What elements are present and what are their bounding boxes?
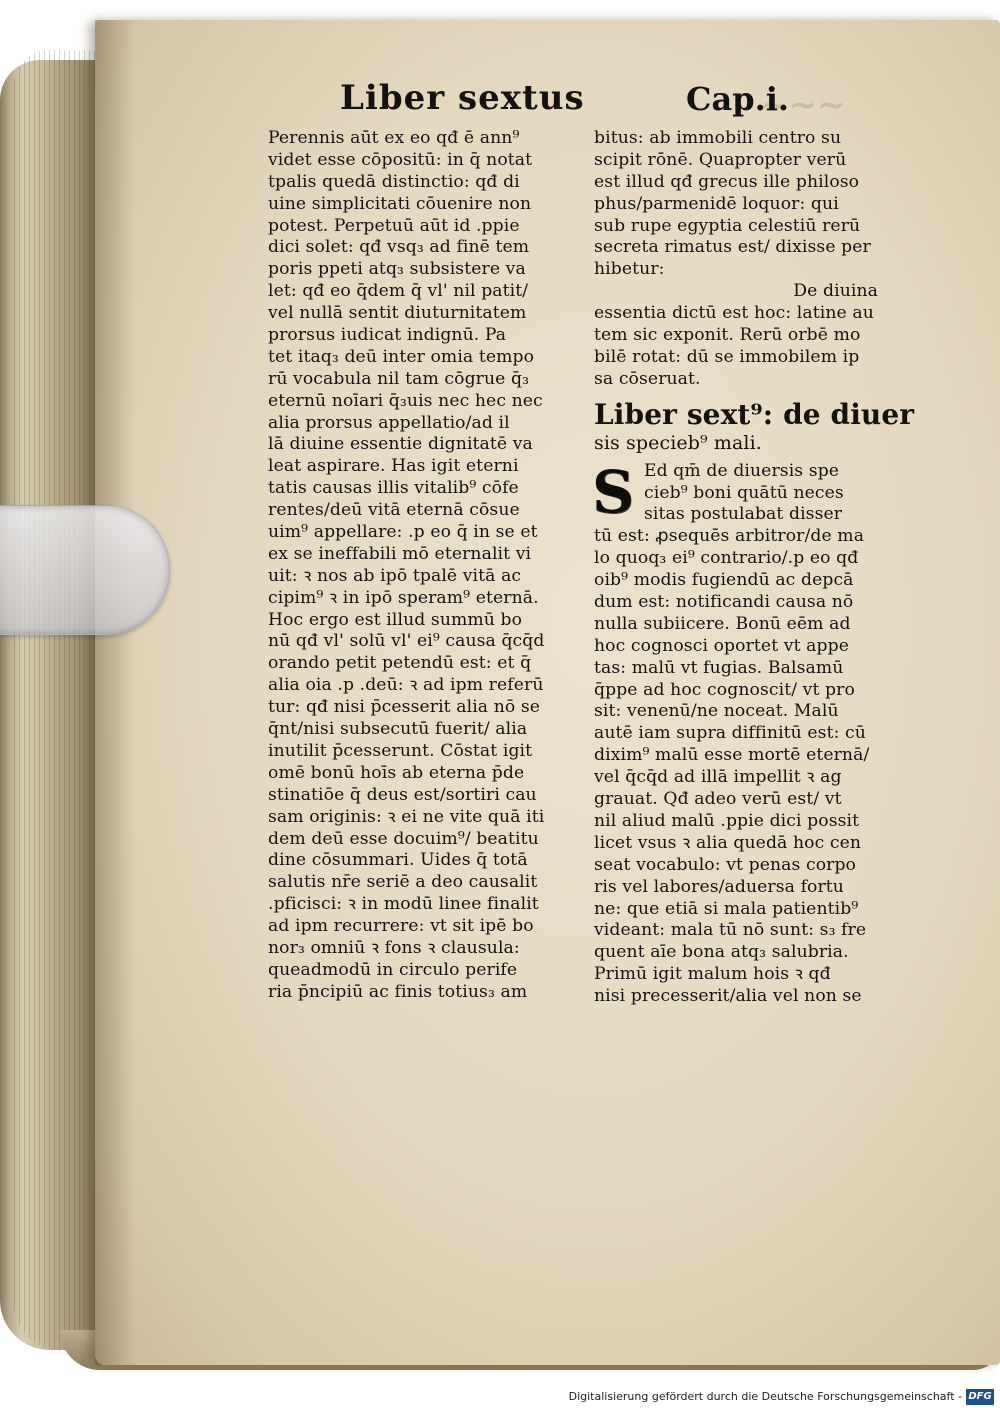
text-line: seat vocabulo: vt penas corpo [594,854,857,875]
text-line: Perennis aūt ex eo qđ ē ann⁹ [268,128,520,148]
text-line: Ed qm̄ de diuersis spe [644,460,840,481]
footer-bar [0,1386,1000,1411]
chapter-subheading: Liber sext⁹: de diuer [594,397,915,431]
text-line: inutilit p̄cesserunt. Cōstat igit [268,740,533,761]
text-line: .pficisci: ꝛ in modū linee finalit [268,894,539,915]
text-line: essentia dictū est hoc: latine au [594,303,874,324]
dfg-logo: DFG [966,1389,994,1405]
text-line: rū vocabula nil tam cōgrue q̄₃ [268,368,530,389]
text-line: ris vel labores/aduersa fortu [594,876,844,897]
text-line: sit: venenū/ne noceat. Malū [594,701,839,722]
text-line: orando petit petendū est: et q̄ [268,653,532,674]
text-line: autē iam supra diffinitū est: cū [594,723,866,744]
text-line: lā diuine essentie dignitatē va [268,434,533,455]
text-line: oib⁹ modis fugiendū ac depcā [594,570,854,591]
text-line: Hoc ergo est illud summū bo [268,609,523,630]
text-line: ria p̄ncipiū ac finis totius₃ am [268,981,528,1002]
running-head-right: Cap.i. [686,80,790,118]
bleed-through-mark: ~~~ [760,85,846,125]
text-line: omē bonū hoīs ab eterna p̄de [268,762,525,783]
running-head-left: Liber sextus [340,78,585,118]
text-line: prorsus iudicat indignū. Pa [268,325,507,346]
text-line: tur: qđ nisi p̄cesserit alia nō se [268,697,541,718]
chapter-subheading-continued: sis specieb⁹ mali. [594,431,762,454]
text-column-left [268,128,573,1004]
text-line: ex se ineffabili mō eternalit vi [268,543,532,564]
text-line: uim⁹ appellare: .p eo q̄ in se et [268,522,538,543]
text-line: tpalis quedā distinctio: qđ di [268,171,520,192]
funding-credit: Digitalisierung gefördert durch die Deutsche Forschungsgemeinschaft - [568,1390,962,1403]
text-line: dem deū esse docuim⁹/ beatitu [268,828,539,849]
text-line: bilē rotat: dū se immobilem ip [594,346,860,367]
text-line: tatis causas illis vitalib⁹ cōfe [268,478,519,499]
text-line: salutis nr̄e seriē a deo causalit [268,872,538,893]
text-line: ad ipm recurrere: vt sit ipē bo [268,916,534,937]
text-line: sa cōseruat. [594,368,701,389]
text-line: tet itaq₃ deū inter omia tempo [268,346,535,367]
text-line: dici solet: qđ vsq₃ ad finē tem [268,237,530,258]
text-line: Primū igit malum hois ꝛ qđ [594,964,831,985]
text-line: dum est: notificandi causa nō [594,592,854,613]
text-line: lo quoq₃ ei⁹ contrario/.p eo qđ [594,548,859,569]
text-line: sam originis: ꝛ ei ne vite quā iti [268,806,545,827]
text-line: alia prorsus appellatio/ad il [268,412,510,433]
text-line: eternū noīari q̄₃uis nec hec nec [268,390,543,411]
text-line: nū qđ vl' solū vl' ei⁹ causa q̄cq̄d [268,631,545,652]
text-line: dixim⁹ malū esse mortē eternā/ [594,745,870,766]
text-line: videt esse cōpositū: in q̄ notat [268,149,533,170]
text-line: q̄ppe ad hoc cognoscit/ vt pro [594,679,855,700]
plastic-page-clip [0,505,170,635]
text-line: secreta rimatus est/ dixisse per [594,237,871,258]
text-line: nulla subiicere. Bonū eēm ad [594,613,851,634]
text-line: potest. Perpetuū aūt id .ppie [268,215,520,236]
text-line: queadmodū in circulo perife [268,959,518,980]
text-line: scipit rōnē. Quapropter verū [594,149,847,170]
text-line: cieb⁹ boni quātū neces [644,482,844,503]
text-line: vel q̄cq̄d ad illā impellit ꝛ ag [594,767,842,788]
text-line: ne: que etiā si mala patientib⁹ [594,898,859,919]
text-column-right [592,128,915,1008]
text-line: tas: malū vt fugias. Balsamū [594,657,844,678]
text-line: grauat. Qđ adeo verū est/ vt [594,789,842,810]
text-line: tem sic exponit. Rerū orbē mo [594,325,861,346]
text-line: est illud qđ grecus ille philoso [594,171,860,192]
text-line: quent aīe bona atq₃ salubria. [594,942,849,963]
text-line: hoc cognosci oportet vt appe [594,635,849,656]
text-line: licet vsus ꝛ alia quedā hoc cen [594,832,862,853]
text-line: phus/parmenidē loquor: qui [594,193,839,214]
text-line: rentes/deū vitā eternā cōsue [268,500,520,521]
text-line: q̄nt/nisi subsecutū fuerit/ alia [268,719,528,740]
text-line: stinatiōe q̄ deus est/sortiri cau [268,784,537,805]
text-line: De diuina [793,281,878,302]
drop-cap-initial: S [592,457,634,526]
text-line: hibetur: [594,259,665,280]
text-line: videant: mala tū nō sunt: s₃ fre [594,920,867,941]
text-line: nil aliud malū .ppie dici possit [594,810,860,831]
text-line: bitus: ab immobili centro su [594,128,842,148]
text-line: sub rupe egyptia celestiū rerū [594,215,861,236]
text-line: cipim⁹ ꝛ in ipō speram⁹ eternā. [268,587,539,608]
gutter-shadow [95,20,135,1365]
text-line: sitas postulabat disser [644,504,843,525]
text-line: nor₃ omniū ꝛ fons ꝛ clausula: [268,937,520,958]
text-line: let: qđ eo q̄dem q̄ vl' nil patit/ [268,281,529,302]
text-line: poris ppeti atq₃ subsistere va [268,259,526,280]
text-line: uine simplicitati cōuenire non [268,193,532,214]
text-line: tū est: ꝓsequēs arbitror/de ma [594,526,865,547]
text-line: nisi precesserit/alia vel non se [594,986,862,1007]
text-line: leat aspirare. Has igit eterni [268,456,519,477]
text-line: vel nullā sentit diuturnitatem [268,303,527,324]
text-line: dine cōsummari. Uides q̄ totā [268,850,528,871]
text-line: uit: ꝛ nos ab ipō tpalē vitā ac [268,565,522,586]
text-line: alia oia .p .deū: ꝛ ad ipm referū [268,675,544,696]
